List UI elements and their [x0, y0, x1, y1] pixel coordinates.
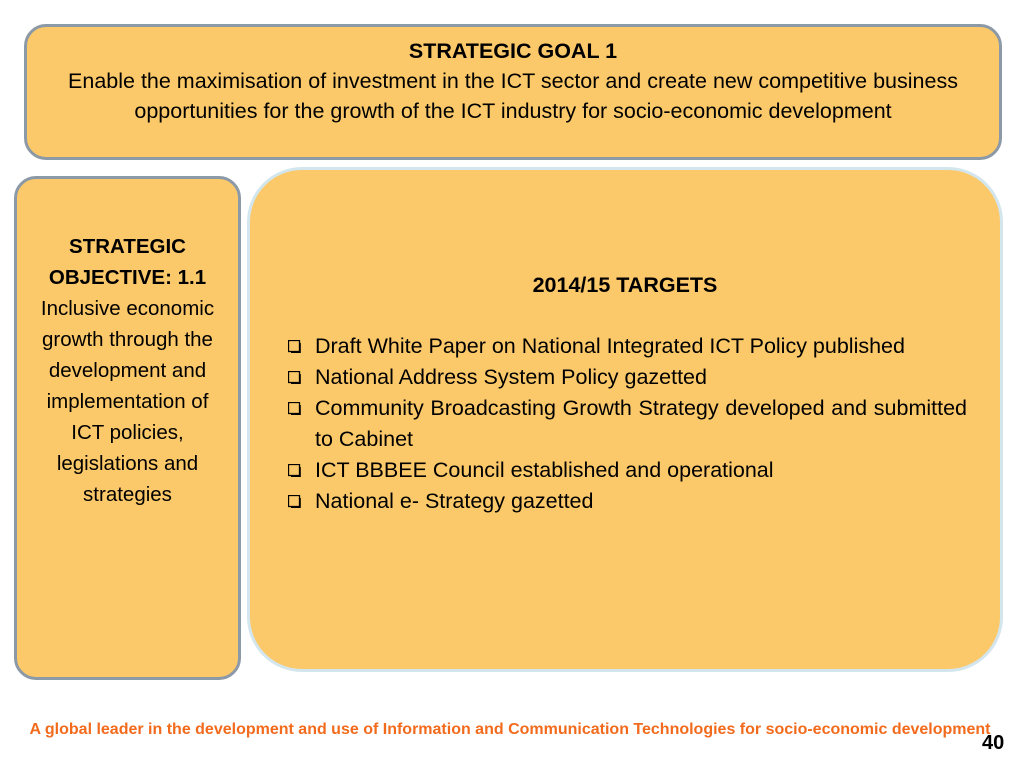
target-item-text: ICT BBBEE Council established and operational [315, 458, 774, 482]
strategic-goal-text: Enable the maximisation of investment in the ICT sector and create new competitive business opportunities for the growth of the ICT industry for socio-economic development [68, 69, 958, 123]
strategic-goal-box [24, 24, 1002, 160]
strategic-objective-title: STRATEGIC OBJECTIVE: 1.1 [48, 235, 207, 289]
target-item [288, 362, 967, 393]
checkbox-icon [288, 495, 304, 506]
strategic-objective-text: Inclusive economic growth through the development and implementation of ICT policies, legislations and strategies [40, 297, 215, 506]
target-item-text: National Address System Policy gazetted [315, 365, 707, 389]
checkbox-icon [288, 464, 304, 475]
strategic-objective-box [14, 176, 241, 680]
targets-list [288, 331, 967, 517]
checkbox-icon [288, 340, 304, 351]
target-item [288, 486, 967, 517]
page-number: 40 [982, 732, 1005, 754]
strategic-goal-title: STRATEGIC GOAL 1 [408, 39, 618, 63]
footer-tagline: A global leader in the development and use of Information and Communication Technologies for socio-economic development [29, 721, 991, 738]
checkbox-icon [288, 402, 304, 413]
target-item [288, 455, 967, 486]
target-item-text: National e- Strategy gazetted [315, 489, 594, 513]
target-item-text: Community Broadcasting Growth Strategy developed and submitted to Cabinet [315, 396, 967, 451]
target-item-text: Draft White Paper on National Integrated ICT Policy published [315, 334, 905, 358]
target-item [288, 331, 967, 362]
targets-box [247, 167, 1003, 672]
checkbox-icon [288, 371, 304, 382]
targets-title: 2014/15 TARGETS [532, 273, 718, 297]
target-item [288, 393, 967, 455]
